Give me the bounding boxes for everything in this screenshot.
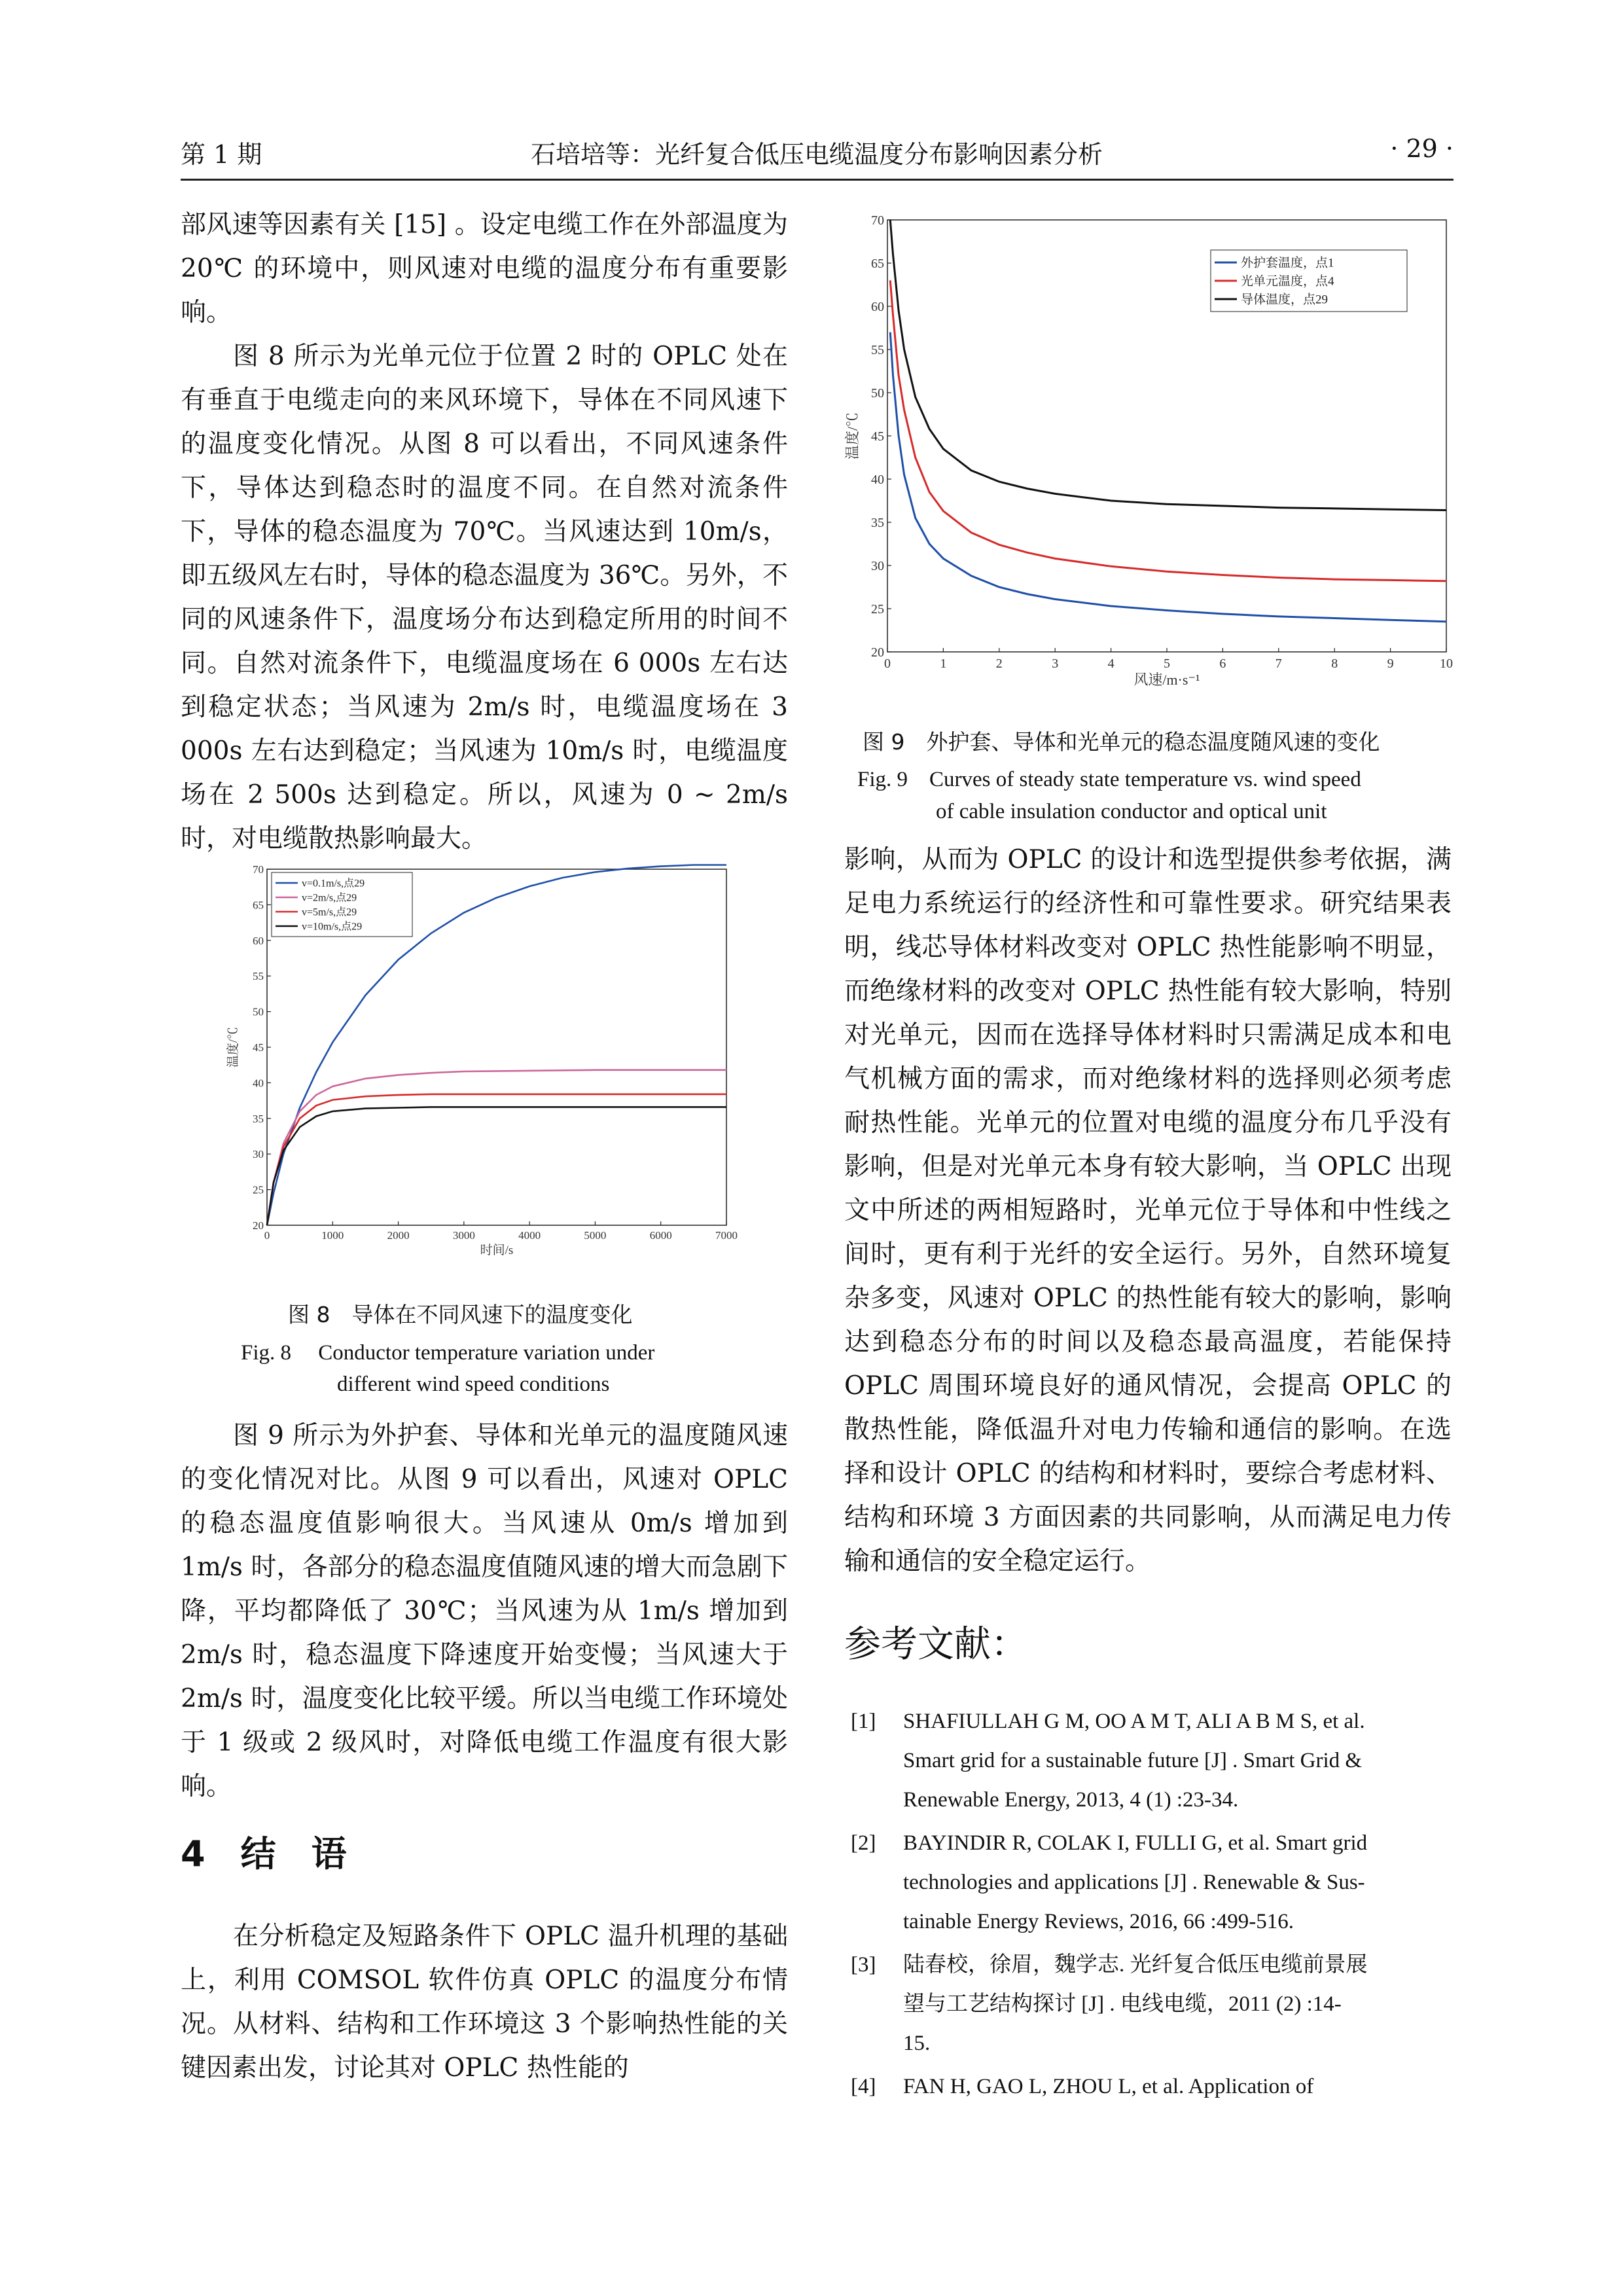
x-tick-label: 0 [264,1229,270,1242]
y-tick-label: 40 [253,1077,264,1090]
paragraph: 部风速等因素有关 [15] 。设定电缆工作在外部温度为 20℃ 的环境中，则风速对电缆的温度分布有重要影响。 [181,210,788,327]
y-tick-label: 35 [253,1112,264,1125]
references-heading: 参考文献： [844,1623,1027,1666]
y-tick-label: 60 [871,300,884,314]
reference-line: BAYINDIR R, COLAK I, FULLI G, et al. Smart grid [903,1831,1368,1855]
reference-item [851,1945,1453,2063]
x-tick-label: 4000 [518,1229,541,1242]
x-tick-label: 4 [1107,656,1115,671]
figure-9-caption-en: Fig. 9 Curves of steady state temperature vs. wind speed [857,768,1361,791]
running-title: 石培培等：光纤复合低压电缆温度分布影响因素分析 [531,140,1103,169]
y-tick-label: 20 [871,645,884,660]
x-tick-label: 5 [1164,656,1170,671]
y-tick-label: 40 [871,473,884,487]
figure-9-chart [844,203,1459,713]
y-tick-label: 65 [253,899,264,912]
reference-text [903,1945,1368,2063]
y-tick-label: 60 [253,934,264,947]
left-column-middle [181,1414,788,1808]
y-axis-label: 温度/℃ [226,1026,240,1068]
reference-item [851,2067,1453,2106]
right-column-text [844,838,1452,1583]
x-tick-label: 5000 [584,1229,607,1242]
legend-label: 外护套温度，点1 [1241,256,1334,270]
x-tick-label: 7000 [715,1229,738,1242]
reference-line: FAN H, GAO L, ZHOU L, et al. Application of [903,2075,1314,2098]
page-number: · 29 · [1390,134,1454,163]
y-tick-label: 50 [253,1005,264,1018]
figure-8-caption-en: different wind speed conditions [337,1372,610,1396]
y-tick-label: 50 [871,386,884,401]
y-tick-label: 25 [871,602,884,617]
reference-number: [3] [851,1953,876,1977]
reference-line: 陆春校，徐眉，魏学志. 光纤复合低压电缆前景展 [903,1953,1368,1977]
paragraph: 图 8 所示为光单元位于位置 2 时的 OPLC 处在有垂直于电缆走向的来风环境下，导体在不同风速下的温度变化情况。从图 8 可以看出，不同风速条件下，导体达到稳态时的温度不同。在自然对流条件下，导体的稳态温度为 70℃。当风速达到 10m/s，即五级风左右时，导体的稳态温度为 36℃。另外，不同的风速条件下，温度场分布达到稳定所用的时间不同。自然对流条件下，电缆温度场在 6 000s 左右达到稳定状态；当风速为 2m/s 时，电缆温度场在 3 000s 左右达到稳定；当风速为 10m/s 时，电缆温度场在 2 500s 达到稳定。所以，风速为 0 ~ 2m/s 时，对电缆散热影响最大。 [181,342,788,853]
figure-8-caption-en: Fig. 8 Conductor temperature variation under [241,1341,655,1365]
x-tick-label: 10 [1440,656,1453,671]
reference-number: [1] [851,1710,876,1733]
y-tick-label: 70 [253,863,264,876]
y-tick-label: 30 [253,1148,264,1161]
y-tick-label: 20 [253,1219,264,1232]
legend-label: v=5m/s,点29 [302,906,357,918]
x-tick-label: 7 [1275,656,1282,671]
reference-line: 望与工艺结构探讨 [J] . 电线电缆，2011 (2) :14- [903,1992,1342,2016]
x-tick-label: 9 [1387,656,1394,671]
x-tick-label: 1000 [321,1229,344,1242]
reference-number: [4] [851,2075,876,2098]
x-tick-label: 0 [884,656,891,671]
reference-number: [2] [851,1831,876,1855]
issue-number: 第 1 期 [181,140,262,169]
reference-line: technologies and applications [J] . Renewable & Sus- [903,1871,1365,1894]
x-axis-label: 时间/s [480,1244,514,1257]
y-tick-label: 55 [253,970,264,983]
reference-item [851,1702,1453,1820]
running-header [181,134,1454,173]
y-tick-label: 65 [871,257,884,271]
y-tick-label: 30 [871,559,884,573]
x-tick-label: 6 [1219,656,1226,671]
legend-label: v=10m/s,点29 [302,921,363,933]
reference-text [903,2067,1313,2106]
legend-label: 导体温度，点29 [1241,293,1329,307]
legend-label: 光单元温度，点4 [1241,274,1334,289]
reference-item [851,1823,1453,1941]
reference-line: 15. [903,2032,931,2055]
paragraph: 影响，从而为 OPLC 的设计和选型提供参考依据，满足电力系统运行的经济性和可靠性要求。研究结果表明，线芯导体材料改变对 OPLC 热性能影响不明显，而绝缘材料的改变对 OPLC 热性能有较大影响，特别对光单元，因而在选择导体材料时只需满足成本和电气机械方面的需求，而对绝缘材料的选择则必须考虑耐热性能。光单元的位置对电缆的温度分布几乎没有影响，但是对光单元本身有较大影响，当 OPLC 出现文中所述的两相短路时，光单元位于导体和中性线之间时，更有利于光纤的安全运行。另外，自然环境复杂多变，风速对 OPLC 的热性能有较大的影响，影响达到稳态分布的时间以及稳态最高温度，若能保持 OPLC 周围环境良好的通风情况，会提高 OPLC 的散热性能，降低温升对电力传输和通信的影响。在选择和设计 OPLC 的结构和材料时，要综合考虑材料、结构和环境 3 方面因素的共同影响，从而满足电力传输和通信的安全稳定运行。 [844,845,1452,1576]
paragraph: 在分析稳定及短路条件下 OPLC 温升机理的基础上，利用 COMSOL 软件仿真 OPLC 的温度分布情况。从材料、结构和工作环境这 3 个影响热性能的关键因素出发，讨论其对 OPLC 热性能的 [181,1922,788,2083]
section-heading: 4 结 语 [181,1833,347,1874]
y-tick-label: 35 [871,516,884,530]
x-tick-label: 1 [940,656,947,671]
x-tick-label: 2000 [387,1229,410,1242]
figure-9-caption-cn: 图 9 外护套、导体和光单元的稳态温度随风速的变化 [863,729,1380,755]
reference-line: Renewable Energy, 2013, 4 (1) :23-34. [903,1788,1239,1812]
figure-9-caption-en: of cable insulation conductor and optical unit [936,800,1327,823]
y-tick-label: 55 [871,343,884,357]
x-tick-label: 3 [1052,656,1059,671]
x-tick-label: 8 [1331,656,1338,671]
reference-text [903,1823,1367,1941]
header-rule [181,179,1454,181]
x-axis-label: 风速/m·s⁻¹ [1133,672,1200,688]
legend-label: v=0.1m/s,点29 [302,878,365,889]
left-column-bottom [181,1914,788,2090]
y-tick-label: 45 [253,1041,264,1054]
y-axis-label: 温度/℃ [844,412,861,460]
paragraph: 图 9 所示为外护套、导体和光单元的温度随风速的变化情况对比。从图 9 可以看出，风速对 OPLC 的稳态温度值影响很大。当风速从 0m/s 增加到 1m/s 时，各部分的稳态温度值随风速的增大而急剧下降，平均都降低了 30℃；当风速为从 1m/s 增加到 2m/s 时，稳态温度下降速度开始变慢；当风速大于 2m/s 时，温度变化比较平缓。所以当电缆工作环境处于 1 级或 2 级风时，对降低电缆工作温度有很大影响。 [181,1421,788,1801]
figure-8-caption-cn: 图 8 导体在不同风速下的温度变化 [288,1302,633,1327]
figure-8-chart [223,851,746,1276]
reference-line: SHAFIULLAH G M, OO A M T, ALI A B M S, et al. [903,1710,1365,1733]
x-tick-label: 3000 [452,1229,475,1242]
y-tick-label: 45 [871,429,884,444]
legend-label: v=2m/s,点29 [302,892,357,904]
reference-line: Smart grid for a sustainable future [J] . Smart Grid & [903,1749,1363,1772]
x-tick-label: 2 [995,656,1003,671]
x-tick-label: 6000 [649,1229,672,1242]
y-tick-label: 70 [871,213,884,228]
reference-text [903,1702,1365,1820]
left-column-top [181,203,788,861]
y-tick-label: 25 [253,1183,264,1196]
reference-line: tainable Energy Reviews, 2016, 66 :499-516. [903,1910,1294,1933]
